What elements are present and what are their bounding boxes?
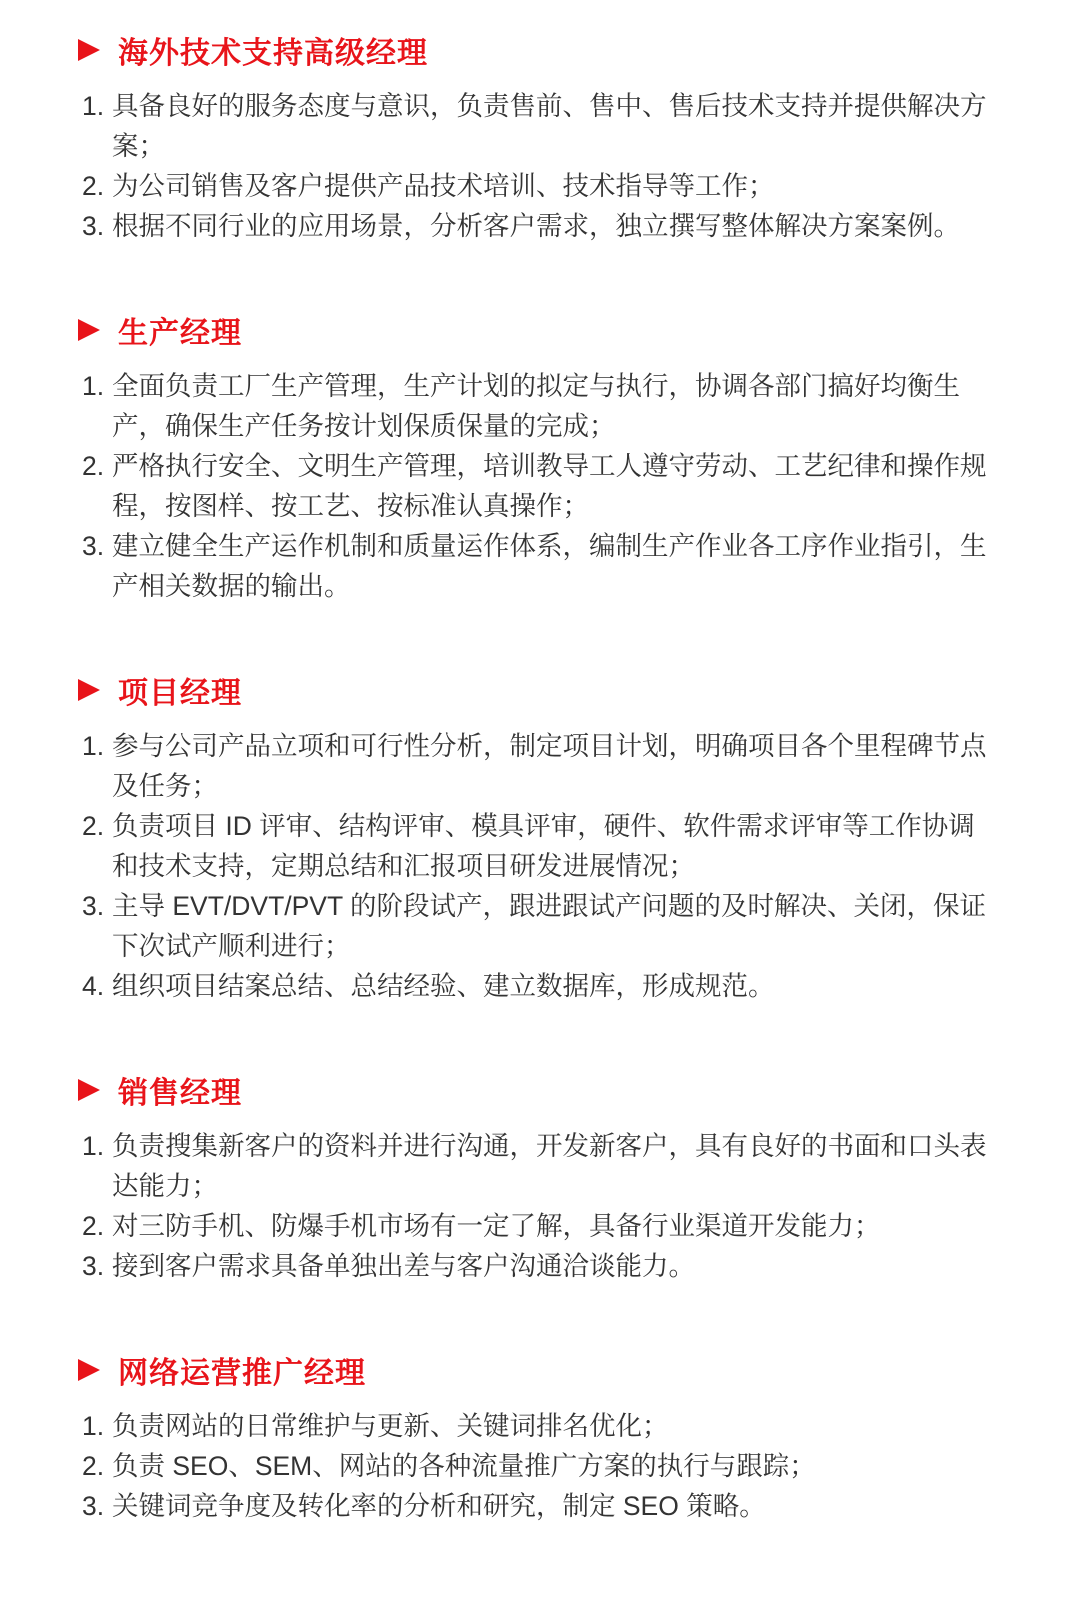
section-heading bbox=[0, 28, 1080, 72]
job-section bbox=[0, 668, 1080, 1006]
job-section bbox=[0, 308, 1080, 606]
job-section bbox=[0, 1068, 1080, 1286]
list-item bbox=[82, 446, 992, 526]
item-number: 2. bbox=[82, 171, 105, 201]
list-item bbox=[82, 1486, 992, 1526]
job-title: 生产经理 bbox=[118, 317, 242, 350]
item-number: 2. bbox=[82, 811, 105, 841]
list-item bbox=[82, 1406, 992, 1446]
item-number: 1. bbox=[82, 1411, 105, 1441]
list-item bbox=[82, 1246, 992, 1286]
list-item bbox=[82, 366, 992, 446]
item-text: 负责网站的日常维护与更新、关键词排名优化； bbox=[112, 1411, 669, 1441]
list-item bbox=[82, 166, 992, 206]
item-text: 全面负责工厂生产管理，生产计划的拟定与执行，协调各部门搞好均衡生产，确保生产任务按计划保质保量的完成； bbox=[112, 371, 960, 441]
item-text: 建立健全生产运作机制和质量运作体系，编制生产作业各工序作业指引，生产相关数据的输出。 bbox=[112, 531, 987, 601]
item-number: 3. bbox=[82, 531, 105, 561]
duty-list bbox=[0, 726, 992, 1006]
item-text: 严格执行安全、文明生产管理，培训教导工人遵守劳动、工艺纪律和操作规程，按图样、按工艺、按标准认真操作； bbox=[112, 451, 987, 521]
job-title: 项目经理 bbox=[118, 677, 242, 710]
duty-list bbox=[0, 1126, 992, 1286]
item-number: 1. bbox=[82, 371, 105, 401]
item-number: 4. bbox=[82, 971, 105, 1001]
list-item bbox=[82, 806, 992, 886]
item-number: 2. bbox=[82, 451, 105, 481]
item-number: 2. bbox=[82, 1211, 105, 1241]
item-number: 2. bbox=[82, 1451, 105, 1481]
item-number: 1. bbox=[82, 731, 105, 761]
list-item bbox=[82, 1206, 992, 1246]
item-number: 1. bbox=[82, 1131, 105, 1161]
item-text: 主导 EVT/DVT/PVT 的阶段试产，跟进跟试产问题的及时解决、关闭，保证下次试产顺利进行； bbox=[112, 891, 987, 961]
triangle-bullet-icon bbox=[78, 1359, 100, 1381]
duty-list bbox=[0, 86, 992, 246]
list-item bbox=[82, 966, 992, 1006]
list-item bbox=[82, 526, 992, 606]
job-section bbox=[0, 1348, 1080, 1526]
item-number: 1. bbox=[82, 91, 105, 121]
list-item bbox=[82, 1446, 992, 1486]
triangle-bullet-icon bbox=[78, 679, 100, 701]
list-item bbox=[82, 86, 992, 166]
job-section bbox=[0, 28, 1080, 246]
item-text: 为公司销售及客户提供产品技术培训、技术指导等工作； bbox=[112, 171, 775, 201]
item-text: 负责项目 ID 评审、结构评审、模具评审，硬件、软件需求评审等工作协调和技术支持，定期总结和汇报项目研发进展情况； bbox=[112, 811, 975, 881]
item-text: 组织项目结案总结、总结经验、建立数据库，形成规范。 bbox=[112, 971, 775, 1001]
item-text: 负责搜集新客户的资料并进行沟通，开发新客户，具有良好的书面和口头表达能力； bbox=[112, 1131, 987, 1201]
item-text: 接到客户需求具备单独出差与客户沟通洽谈能力。 bbox=[112, 1251, 695, 1281]
item-text: 参与公司产品立项和可行性分析，制定项目计划，明确项目各个里程碑节点及任务； bbox=[112, 731, 987, 801]
section-heading bbox=[0, 1068, 1080, 1112]
section-heading bbox=[0, 668, 1080, 712]
section-heading bbox=[0, 308, 1080, 352]
item-number: 3. bbox=[82, 1251, 105, 1281]
item-text: 根据不同行业的应用场景，分析客户需求，独立撰写整体解决方案案例。 bbox=[112, 211, 960, 241]
duty-list bbox=[0, 366, 992, 606]
duty-list bbox=[0, 1406, 992, 1526]
item-number: 3. bbox=[82, 1491, 105, 1521]
section-heading bbox=[0, 1348, 1080, 1392]
item-text: 负责 SEO、SEM、网站的各种流量推广方案的执行与跟踪； bbox=[112, 1451, 816, 1481]
list-item bbox=[82, 726, 992, 806]
item-text: 关键词竞争度及转化率的分析和研究，制定 SEO 策略。 bbox=[112, 1491, 766, 1521]
job-title: 销售经理 bbox=[118, 1077, 242, 1110]
list-item bbox=[82, 886, 992, 966]
list-item bbox=[82, 1126, 992, 1206]
triangle-bullet-icon bbox=[78, 319, 100, 341]
item-text: 对三防手机、防爆手机市场有一定了解，具备行业渠道开发能力； bbox=[112, 1211, 881, 1241]
triangle-bullet-icon bbox=[78, 39, 100, 61]
job-title: 海外技术支持高级经理 bbox=[118, 37, 428, 70]
job-title: 网络运营推广经理 bbox=[118, 1357, 366, 1390]
item-number: 3. bbox=[82, 211, 105, 241]
item-text: 具备良好的服务态度与意识，负责售前、售中、售后技术支持并提供解决方案； bbox=[112, 91, 987, 161]
list-item bbox=[82, 206, 992, 246]
triangle-bullet-icon bbox=[78, 1079, 100, 1101]
item-number: 3. bbox=[82, 891, 105, 921]
